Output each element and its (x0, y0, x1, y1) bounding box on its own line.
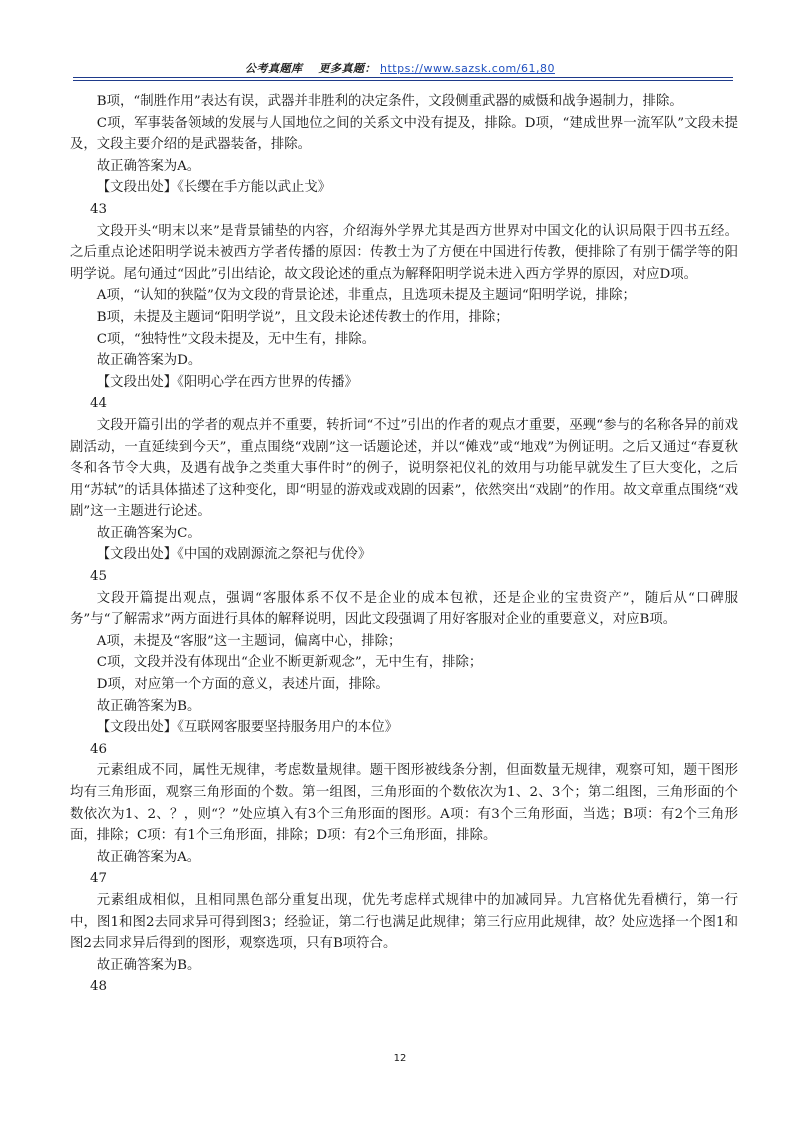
paragraph: A项，未提及“客服”这一主题词，偏离中心，排除； (96, 633, 402, 649)
paragraph: 故正确答案为D。 (96, 353, 202, 369)
header-rule-top (73, 77, 733, 78)
paragraph: 故正确答案为C。 (96, 525, 201, 541)
paragraph: 【文段出处】《长缨在手方能以武止戈》 (96, 180, 332, 196)
page-number: 12 (393, 1053, 407, 1064)
paragraph: C项，文段并没有体现出“企业不断更新观念”，无中生有，排除； (96, 655, 483, 671)
question-number: 46 (90, 741, 108, 757)
paragraph: 元素组成不同，属性无规律，考虑数量规律。题干图形被线条分割，但面数量无规律，观察可知，题干图形均有三角形面，观察三角形面的个数。第一组图，三角形面的个数依次为1、2、3个；第二组图，三角形面的个数依次为1、2、？，则“？”处应填入有3个三角形面的图形。A项：有3个三角形面，当选；B项：有2个三角形面，排除；C项：有1个三角形面，排除；D项：有2个三角形面，排除。 (70, 763, 738, 844)
header-more-label: 更多真题： (318, 62, 377, 75)
question-number: 44 (90, 396, 108, 412)
paragraph: C项，军事装备领域的发展与人国地位之间的关系文中没有提及，排除。D项，“建成世界一流军队”文段未提及，文段主要介绍的是武器装备，排除。 (70, 115, 738, 153)
question-number: 48 (90, 979, 108, 995)
paragraph: D项，对应第一个方面的意义，表述片面，排除。 (96, 677, 389, 693)
paragraph: B项，“制胜作用”表达有误，武器并非胜利的决定条件，文段侧重武器的威慑和战争遏制力，排除。 (96, 94, 683, 109)
paragraph: A项，“认知的狭隘”仅为文段的背景论述，非重点，且选项未提及主题词“阳明学说，排除； (96, 288, 636, 304)
page-header (0, 0, 800, 80)
paragraph: 故正确答案为A。 (96, 849, 201, 865)
paragraph: B项，未提及主题词“阳明学说”，且文段未论述传教士的作用，排除； (96, 309, 509, 325)
paragraph: 【文段出处】《中国的戏剧源流之祭祀与优伶》 (96, 547, 372, 563)
question-number: 43 (90, 201, 108, 217)
header-url-link[interactable]: https://www.sazsk.com/61,80 (380, 62, 555, 75)
paragraph: 文段开头“明末以来”是背景铺垫的内容，介绍海外学界尤其是西方世界对中国文化的认识局限于四书五经。之后重点论述阳明学说未被西方学者传播的原因：传教士为了方便在中国进行传教，便排除了有别于儒学等的阳明学说。尾句通过“因此”引出结论，故文段论述的重点为解释阳明学说未进入西方学界的原因，对应D项。 (70, 223, 738, 282)
paragraph: C项，“独特性”文段未提及，无中生有，排除。 (96, 331, 376, 347)
header-rule-bottom (73, 80, 733, 81)
paragraph: 元素组成相似，且相同黑色部分重复出现，优先考虑样式规律中的加减同异。九宫格优先看横行，第一行中，图1和图2去同求异可得到图3；经验证，第二行也满足此规律；第三行应用此规律，故？处应选择一个图1和图2去同求异后得到的图形，观察选项，只有B项符合。 (70, 892, 738, 952)
paragraph: 故正确答案为B。 (96, 698, 201, 714)
question-number: 47 (90, 871, 108, 887)
header-banner (0, 60, 800, 76)
document-body (70, 91, 738, 998)
paragraph: 故正确答案为A。 (96, 158, 201, 174)
question-number: 45 (90, 569, 108, 585)
header-bank-label: 公考真题库 (245, 62, 303, 75)
paragraph: 故正确答案为B。 (96, 957, 201, 973)
paragraph: 文段开篇提出观点，强调“客服体系不仅不是企业的成本包袱，还是企业的宝贵资产”，随后从“口碑服务”与“了解需求”两方面进行具体的解释说明，因此文段强调了用好客服对企业的重要意义，对应B项。 (70, 590, 738, 628)
paragraph: 【文段出处】《互联网客服要坚持服务用户的本位》 (96, 720, 399, 736)
paragraph: 【文段出处】《阳明心学在西方世界的传播》 (96, 374, 358, 390)
paragraph: 文段开篇引出的学者的观点并不重要，转折词“不过”引出的作者的观点才重要，巫觋“参与的名称各异的前戏剧活动，一直延续到今天”，重点围绕“戏剧”这一话题论述，并以“傩戏”或“地戏”为例证明。之后又通过“春夏秋冬和各节令大典，及遇有战争之类重大事件时”的例子，说明祭祀仪礼的效用与功能早就发生了巨大变化，之后用“苏轼”的话具体描述了这种变化，即“明显的游戏或戏剧的因素”，依然突出“戏剧”的作用。故文章重点围绕“戏剧”这一主题进行论述。 (70, 417, 738, 520)
